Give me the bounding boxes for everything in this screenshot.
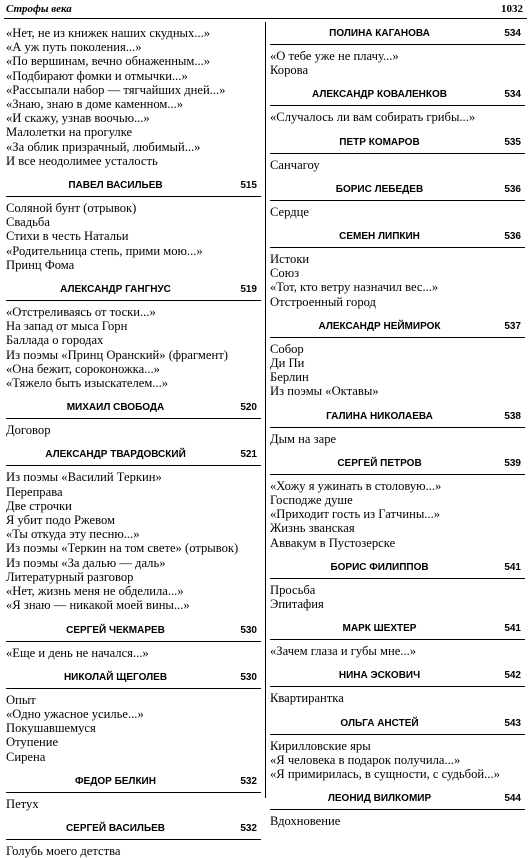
section-page-number: 515: [240, 180, 257, 192]
author-name: ФЕДОР БЕЛКИН: [75, 775, 156, 787]
book-title: Строфы века: [6, 3, 72, 15]
poem-title: «За облик призрачный, любимый...»: [6, 139, 201, 154]
poem-title: Вдохновение: [270, 814, 341, 829]
author-section: [6, 282, 261, 390]
poem-title: Санчагоу: [270, 157, 320, 172]
poem-title: Из поэмы «Принц Оранский» (фрагмент): [6, 347, 228, 362]
author-heading: [6, 774, 261, 793]
poem-title: «Ты откуда эту песню...»: [6, 527, 140, 542]
author-heading: [270, 456, 525, 475]
author-section: [6, 178, 261, 272]
poem-title: Стихи в честь Натальи: [6, 229, 129, 244]
section-page-number: 532: [240, 775, 257, 787]
poem-title: Ди Пи: [270, 356, 305, 371]
author-heading: [270, 26, 525, 45]
author-name: АЛЕКСАНДР КОВАЛЕНКОВ: [312, 89, 447, 101]
author-name: БОРИС ФИЛИППОВ: [330, 561, 429, 573]
section-page-number: 539: [504, 457, 521, 469]
section-page-number: 543: [504, 717, 521, 729]
poem-title: «Отстреливаясь от тоски...»: [6, 305, 156, 320]
poem-title: Из поэмы «За далью — даль»: [6, 555, 166, 570]
poem-title: Договор: [6, 423, 51, 438]
author-section: [6, 623, 261, 660]
section-page-number: 530: [240, 624, 257, 636]
author-section: [270, 716, 525, 782]
author-name: ЛЕОНИД ВИЛКОМИР: [327, 793, 432, 805]
poem-title: Просьба: [270, 582, 316, 597]
author-section: [6, 447, 261, 612]
running-header: [4, 2, 527, 19]
author-name: ПОЛИНА КАГАНОВА: [329, 28, 430, 39]
author-section: [270, 560, 525, 611]
author-section: [270, 409, 525, 446]
poem-title: Аввакум в Пустозерске: [270, 535, 396, 550]
poem-title: Жизнь званская: [270, 521, 355, 536]
section-page-number: 536: [504, 183, 521, 195]
poem-title: «Случалось ли вам собирать грибы...»: [270, 110, 476, 125]
poem-title: Покушавшемуся: [6, 721, 96, 736]
author-heading: [6, 670, 261, 689]
poem-title: Берлин: [270, 370, 309, 385]
poem-title: «Тяжело быть изыскателем...»: [6, 376, 169, 391]
poem-title: Баллада о городах: [6, 333, 104, 348]
author-name: СЕРГЕЙ ПЕТРОВ: [337, 457, 422, 469]
poem-title: «Подбирают фомки и отмычки...»: [6, 68, 188, 83]
continued-entries: [6, 26, 261, 168]
section-page-number: 520: [240, 402, 257, 414]
section-page-number: 541: [504, 623, 521, 635]
author-heading: [6, 821, 261, 840]
section-page-number: 534: [504, 28, 521, 39]
poem-title: Дым на заре: [270, 431, 337, 446]
poem-title: Господже душе: [270, 493, 353, 508]
author-section: [6, 670, 261, 764]
poem-title: «Тот, кто ветру назначил вес...»: [270, 280, 439, 295]
author-heading: [6, 447, 261, 466]
author-name: ПАВЕЛ ВАСИЛЬЕВ: [68, 180, 163, 192]
section-page-number: 536: [504, 231, 521, 243]
author-section: [270, 621, 525, 658]
author-section: [270, 182, 525, 219]
author-name: АЛЕКСАНДР ТВАРДОВСКИЙ: [45, 449, 186, 461]
author-heading: [6, 282, 261, 301]
author-heading: [6, 178, 261, 197]
poem-title: «И скажу, узнав воочью...»: [6, 111, 150, 126]
author-name: АЛЕКСАНДР ГАНГНУС: [60, 284, 171, 296]
poem-title: «Зачем глаза и губы мне...»: [270, 644, 417, 659]
author-heading: [270, 182, 525, 201]
poem-title: Сирена: [6, 749, 46, 764]
poem-title: «Я знаю — никакой моей вины...»: [6, 598, 190, 613]
author-name: ГАЛИНА НИКОЛАЕВА: [326, 410, 433, 422]
poem-title: «Хожу я ужинать в столовую...»: [270, 478, 442, 493]
section-page-number: 534: [504, 89, 521, 101]
poem-title: «Родительница степь, прими мою...»: [6, 243, 203, 258]
poem-title: Переправа: [6, 484, 63, 499]
poem-title: Из поэмы «Василий Теркин»: [6, 470, 162, 485]
poem-title: «Рассыпали набор — тягчайших дней...»: [6, 82, 226, 97]
author-section: [6, 774, 261, 811]
author-heading: [270, 668, 525, 687]
author-name: СЕМЕН ЛИПКИН: [339, 231, 420, 243]
page-number: 1032: [501, 3, 523, 15]
poem-title: Малолетки на прогулке: [6, 125, 133, 140]
author-heading: [270, 229, 525, 248]
author-heading: [6, 400, 261, 419]
poem-title: «Нет, жизнь меня не обделила...»: [6, 584, 184, 599]
author-heading: [270, 716, 525, 735]
section-page-number: 530: [240, 671, 257, 683]
poem-title: «О тебе уже не плачу...»: [270, 49, 399, 63]
poem-title: Собор: [270, 341, 304, 356]
poem-title: Из поэмы «Теркин на том свете» (отрывок): [6, 541, 239, 556]
author-name: МИХАИЛ СВОБОДА: [66, 402, 165, 414]
author-name: МАРК ШЕХТЕР: [342, 623, 417, 635]
poem-title: Кирилловские яры: [270, 738, 371, 753]
poem-title: «Нет, не из книжек наших скудных...»: [6, 26, 211, 40]
poem-title: Соляной бунт (отрывок): [6, 201, 137, 216]
author-name: НИКОЛАЙ ЩЕГОЛЕВ: [63, 671, 168, 683]
poem-title: «Одно ужасное усилье...»: [6, 706, 144, 721]
poem-title: Принц Фома: [6, 257, 75, 272]
poem-title: Сердце: [270, 204, 310, 219]
poem-title: Союз: [270, 266, 300, 281]
poem-title: «Знаю, знаю в доме каменном...»: [6, 97, 184, 112]
author-heading: [270, 135, 525, 154]
author-heading: [270, 791, 525, 810]
poem-title: Из поэмы «Октавы»: [270, 384, 379, 399]
author-section: [270, 87, 525, 124]
poem-title: И все неодолимее усталость: [6, 153, 158, 168]
author-heading: [270, 409, 525, 428]
section-page-number: 542: [504, 670, 521, 682]
poem-title: Две строчки: [6, 498, 72, 513]
poem-title: «Я примирилась, в сущности, с судьбой...»: [270, 767, 500, 782]
poem-title: Опыт: [6, 692, 36, 707]
poem-title: «По вершинам, вечно обнаженным...»: [6, 54, 211, 69]
section-page-number: 537: [504, 320, 521, 332]
section-page-number: 541: [504, 561, 521, 573]
author-section: [6, 821, 261, 858]
poem-title: Я убит подо Ржевом: [6, 513, 116, 528]
author-section: [270, 668, 525, 705]
column-divider: [265, 22, 266, 798]
poem-title: Квартирантка: [270, 691, 344, 706]
author-heading: [270, 319, 525, 338]
author-section: [270, 791, 525, 828]
poem-title: Свадьба: [6, 215, 50, 230]
left-column: [6, 26, 261, 858]
section-page-number: 538: [504, 410, 521, 422]
poem-title: Литературный разговор: [6, 569, 134, 584]
poem-title: Истоки: [270, 252, 310, 267]
author-name: БОРИС ЛЕБЕДЕВ: [335, 183, 424, 195]
author-heading: [6, 623, 261, 642]
author-name: СЕРГЕЙ ВАСИЛЬЕВ: [65, 822, 166, 834]
poem-title: Голубь моего детства: [6, 843, 121, 858]
poem-title: «Приходит гость из Гатчины...»: [270, 507, 441, 522]
section-page-number: 519: [240, 284, 257, 296]
author-section: [6, 400, 261, 437]
poem-title: Корова: [270, 63, 309, 78]
right-column: [270, 26, 525, 828]
poem-title: Отстроенный город: [270, 294, 376, 309]
author-name: ОЛЬГА АНСТЕЙ: [340, 717, 419, 729]
section-page-number: 521: [240, 449, 257, 461]
author-name: СЕРГЕЙ ЧЕКМАРЕВ: [66, 624, 165, 636]
author-section: [270, 229, 525, 309]
author-heading: [270, 560, 525, 579]
poem-title: Эпитафия: [270, 597, 324, 612]
poem-title: На запад от мыса Горн: [6, 319, 128, 334]
poem-title: «Еще и день не начался...»: [6, 645, 149, 660]
section-page-number: 544: [504, 793, 521, 805]
author-name: АЛЕКСАНДР НЕЙМИРОК: [318, 320, 441, 332]
author-section: [270, 456, 525, 550]
section-page-number: 532: [240, 822, 257, 834]
poem-title: «Я человека в подарок получила...»: [270, 752, 461, 767]
poem-title: Петух: [6, 796, 39, 811]
author-section: [270, 26, 525, 77]
author-name: НИНА ЭСКОВИЧ: [338, 670, 421, 682]
poem-title: «А уж путь поколения...»: [6, 40, 142, 55]
poem-title: Отупение: [6, 735, 59, 750]
author-section: [270, 135, 525, 172]
author-section: [270, 319, 525, 399]
section-page-number: 535: [504, 136, 521, 148]
author-heading: [270, 621, 525, 640]
author-heading: [270, 87, 525, 106]
author-name: ПЕТР КОМАРОВ: [339, 136, 420, 148]
poem-title: «Она бежит, сороконожка...»: [6, 361, 160, 376]
